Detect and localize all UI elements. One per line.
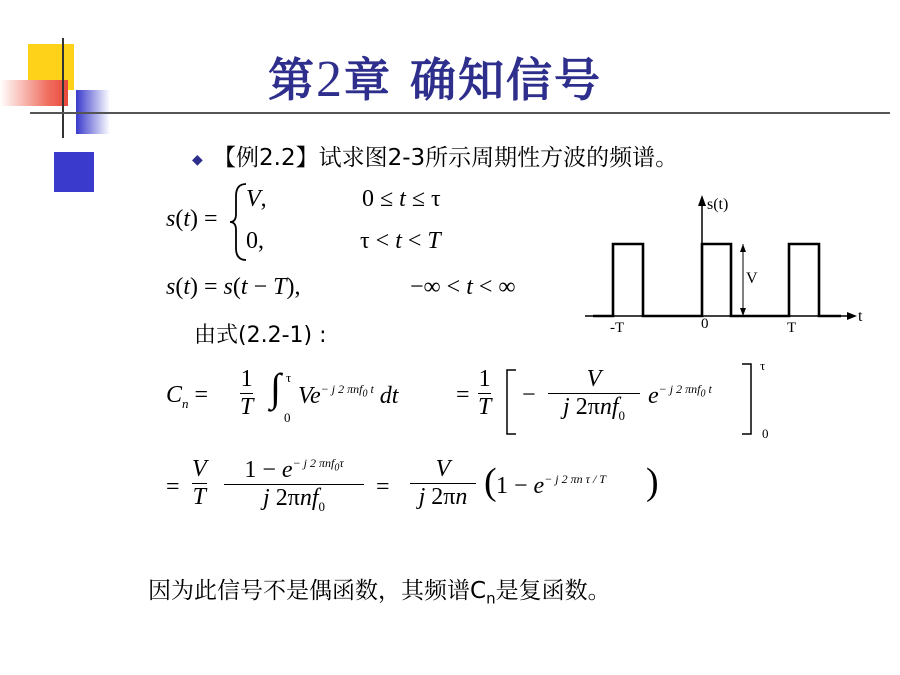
periodicity-range: −∞ < t < ∞ xyxy=(410,274,516,300)
tick-minus-T: -T xyxy=(610,320,625,336)
fraction-1-over-T-2: 1 T xyxy=(478,366,492,420)
eval-upper-limit: τ xyxy=(760,358,766,373)
equals-2: = xyxy=(456,382,470,408)
conclusion-text: 因为此信号不是偶函数，其频谱$C_n$是复函数。 xyxy=(148,578,611,608)
left-paren: ( xyxy=(484,461,497,503)
case-2-range: τ < t < T xyxy=(360,228,441,254)
header-rule xyxy=(30,112,890,114)
graph-amplitude-label: V xyxy=(746,270,758,287)
minus-sign: − xyxy=(522,382,536,408)
page-title: 第2章 确知信号 xyxy=(268,51,603,108)
fraction-main: $1 - e^{- j 2 \pi nf_0\tau}$ j 2πnf$_0$ xyxy=(224,456,364,515)
equals-4: = xyxy=(376,474,390,500)
right-paren: ) xyxy=(646,461,659,503)
example-heading: 【例2.2】试求图2-3所示周期性方波的频谱。 xyxy=(213,145,679,171)
final-term: $1 - e^{- j 2 \pi n \tau / T}$ xyxy=(496,472,606,499)
red-gradient-bar xyxy=(0,80,68,106)
case-1-value: V, xyxy=(246,186,267,212)
vertical-line xyxy=(62,38,64,138)
s-t-lhs: s(t) = xyxy=(166,206,218,232)
integral-sign: ∫ xyxy=(270,365,281,410)
blue-square xyxy=(54,152,94,192)
integral-lower-limit: 0 xyxy=(284,410,291,425)
eval-lower-limit: 0 xyxy=(762,426,769,441)
integral-upper-limit: τ xyxy=(286,370,292,385)
tick-T: T xyxy=(787,320,797,336)
tick-zero: 0 xyxy=(701,316,709,332)
right-bracket xyxy=(740,362,754,436)
equals-3: = xyxy=(166,474,180,500)
exponential-term: $e^{- j 2 \pi nf_0 t}$ xyxy=(648,382,712,409)
integrand: $Ve^{- j 2 \pi nf_0 t}$ dt xyxy=(298,382,399,409)
fraction-V-over-T: V T xyxy=(192,456,207,510)
graph-y-label: s(t) xyxy=(707,196,729,213)
cn-lhs: $C_n$ = xyxy=(166,382,209,411)
case-1-range: 0 ≤ t ≤ τ xyxy=(362,186,441,212)
case-2-value: 0, xyxy=(246,228,264,254)
fraction-V-over-j2pin: V j 2πn xyxy=(410,456,476,511)
diamond-bullet-icon: ◆ xyxy=(192,153,203,168)
fraction-1-over-T: 1 T xyxy=(240,366,254,420)
fraction-V-over-j2pinf0: V j 2πnf$_0$ xyxy=(548,366,640,424)
periodicity-equation: s(t) = s(t − T), xyxy=(166,274,301,300)
graph-x-label: t xyxy=(858,308,863,325)
square-wave-graph xyxy=(585,192,875,342)
left-bracket xyxy=(504,368,518,436)
formula-lead: 由式(2.2-1) : xyxy=(194,323,327,348)
